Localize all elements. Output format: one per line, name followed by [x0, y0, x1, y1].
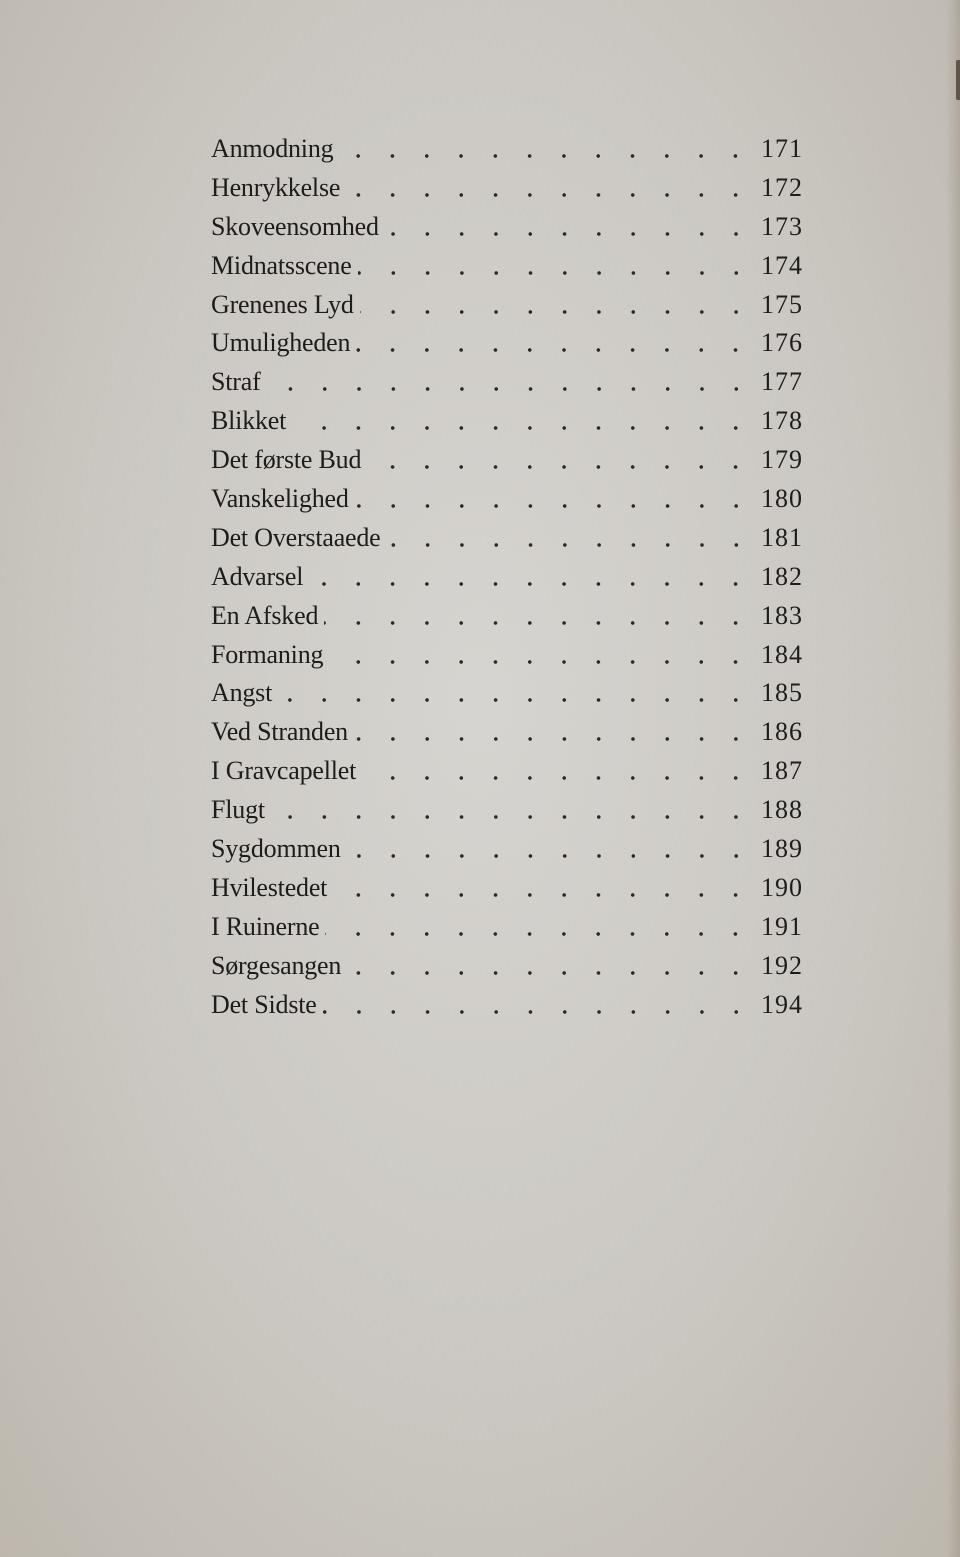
toc-entry [211, 558, 803, 597]
toc-entry-title: Vanskelighed [211, 484, 349, 514]
toc-entry [211, 402, 803, 441]
toc-entry-page-number: 178 [761, 406, 803, 436]
toc-entry [211, 480, 803, 519]
toc-entry-title: I Ruinerne [211, 911, 320, 941]
toc-entry [211, 947, 803, 986]
toc-entry-page-number: 173 [761, 211, 803, 241]
dot-leader [292, 402, 753, 441]
toc-entry-page-number: 191 [761, 911, 803, 941]
dot-leader [333, 869, 753, 908]
toc-entry [211, 597, 803, 636]
dot-leader [355, 480, 753, 519]
toc-entry-title: Anmodning [211, 134, 334, 163]
toc-entry [211, 247, 803, 286]
toc-entry-page-number: 194 [761, 989, 803, 1019]
toc-entry-page-number: 175 [761, 289, 803, 319]
toc-entry [211, 363, 803, 402]
toc-entry [211, 752, 803, 791]
dot-leader [347, 830, 753, 869]
toc-entry-page-number: 181 [761, 522, 803, 552]
dot-leader [278, 674, 753, 713]
toc-entry [211, 830, 803, 869]
toc-entry-page-number: 185 [761, 678, 803, 708]
toc-entry-title: Det første Bud [211, 445, 362, 475]
toc-entry [211, 441, 803, 480]
toc-entry [211, 324, 803, 363]
toc-entry-page-number: 192 [761, 950, 803, 980]
toc-entry-title: Midnatsscene [211, 250, 352, 280]
toc-entry-title: Straf [211, 367, 261, 397]
toc-entry-page-number: 177 [761, 367, 803, 397]
dot-leader [358, 247, 753, 286]
toc-entry-page-number: 186 [761, 717, 803, 747]
toc-entry-title: Ved Stranden [211, 717, 348, 747]
toc-entry [211, 130, 803, 169]
toc-entry-title: Grenenes Lyd [211, 289, 354, 319]
toc-entry [211, 869, 803, 908]
toc-entry [211, 674, 803, 713]
toc-entry-title: Sørgesangen [211, 950, 342, 980]
toc-entry-page-number: 184 [761, 639, 803, 669]
toc-entry-page-number: 189 [761, 834, 803, 864]
toc-entry-title: Blikket [211, 406, 287, 436]
toc-entry-page-number: 188 [761, 795, 803, 825]
dot-leader [354, 713, 753, 752]
dot-leader [387, 519, 753, 558]
dot-leader [367, 441, 753, 480]
toc-entry-title: Hvilestedet [211, 872, 328, 902]
dot-leader [346, 169, 753, 208]
toc-entry-page-number: 190 [761, 872, 803, 902]
dot-leader [360, 286, 753, 325]
toc-entry-page-number: 171 [761, 134, 803, 163]
dot-leader [324, 597, 753, 636]
dot-leader [325, 908, 753, 947]
toc-entry-title: Advarsel [211, 561, 304, 591]
toc-entry-page-number: 187 [761, 756, 803, 786]
dot-leader [347, 947, 753, 986]
toc-entry-title: En Afsked [211, 600, 319, 630]
toc-entry-title: Flugt [211, 795, 265, 825]
page-edge-shadow [946, 0, 960, 1557]
toc-entry [211, 713, 803, 752]
toc-entry-page-number: 182 [761, 561, 803, 591]
dot-leader [267, 363, 753, 402]
toc-entry-page-number: 176 [761, 328, 803, 358]
table-of-contents [211, 130, 803, 1024]
toc-entry-title: I Gravcapellet [211, 756, 357, 786]
toc-entry-title: Skoveensomhed [211, 211, 379, 241]
toc-entry-title: Sygdommen [211, 834, 341, 864]
toc-entry-title: Umuligheden [211, 328, 351, 358]
toc-entry [211, 208, 803, 247]
toc-entry [211, 286, 803, 325]
dot-leader [329, 636, 753, 675]
dot-leader [385, 208, 753, 247]
toc-entry [211, 636, 803, 675]
toc-entry-title: Det Overstaaede [211, 522, 381, 552]
dot-leader [339, 130, 753, 169]
dot-leader [362, 752, 753, 791]
toc-entry-page-number: 179 [761, 445, 803, 475]
toc-entry-title: Angst [211, 678, 273, 708]
page-edge-stain [956, 60, 960, 100]
toc-entry-title: Det Sidste [211, 989, 317, 1019]
toc-entry [211, 791, 803, 830]
toc-entry [211, 908, 803, 947]
toc-entry-page-number: 172 [761, 172, 803, 202]
toc-entry-title: Henrykkelse [211, 172, 341, 202]
toc-entry [211, 986, 803, 1025]
toc-entry [211, 519, 803, 558]
dot-leader [309, 558, 753, 597]
dot-leader [271, 791, 753, 830]
toc-entry-title: Formaning [211, 639, 324, 669]
dot-leader [323, 986, 753, 1025]
dot-leader [356, 324, 753, 363]
toc-entry-page-number: 174 [761, 250, 803, 280]
toc-entry [211, 169, 803, 208]
toc-entry-page-number: 183 [761, 600, 803, 630]
toc-entry-page-number: 180 [761, 484, 803, 514]
